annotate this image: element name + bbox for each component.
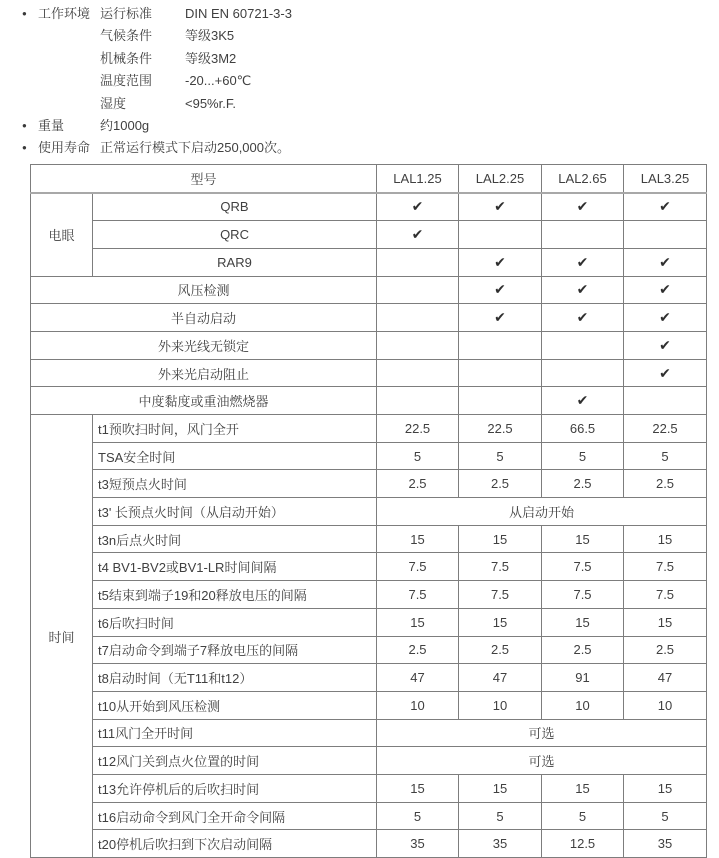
value-cell [377, 304, 459, 332]
row-label: t16启动命令到风门全开命令间隔 [93, 802, 377, 830]
row-label: t3' 长预点火时间（从启动开始） [93, 498, 377, 526]
check-icon: ✔ [459, 304, 542, 332]
spec-section [0, 0, 719, 160]
value-cell: 10 [459, 691, 542, 719]
spec-subrow [100, 3, 292, 25]
value-cell: 5 [459, 442, 542, 470]
value-cell: 7.5 [377, 581, 459, 609]
row-label: QRC [93, 221, 377, 249]
table-row [31, 193, 707, 221]
table-row [31, 774, 707, 802]
row-label: 外来光线无锁定 [31, 331, 377, 359]
row-label: TSA安全时间 [93, 442, 377, 470]
check-icon: ✔ [542, 276, 624, 304]
row-label: t4 BV1-BV2或BV1-LR时间间隔 [93, 553, 377, 581]
table-row [31, 719, 707, 747]
value-cell: 15 [542, 525, 624, 553]
value-cell [377, 387, 459, 415]
check-icon: ✔ [624, 331, 707, 359]
value-cell: 7.5 [542, 553, 624, 581]
value-cell: 7.5 [377, 553, 459, 581]
check-icon: ✔ [459, 193, 542, 221]
merged-value-cell: 可选 [377, 747, 707, 775]
spec-subrows [100, 3, 292, 115]
value-cell: 7.5 [624, 553, 707, 581]
table-row [31, 470, 707, 498]
table-row [31, 304, 707, 332]
table-row [31, 415, 707, 443]
value-cell: 7.5 [542, 581, 624, 609]
value-cell: 47 [459, 664, 542, 692]
value-cell [624, 387, 707, 415]
bullet-icon: ● [22, 9, 27, 18]
value-cell: 10 [542, 691, 624, 719]
spec-subrow [100, 93, 292, 115]
value-cell [459, 331, 542, 359]
group-label: 时间 [31, 415, 93, 858]
check-icon: ✔ [459, 276, 542, 304]
check-icon: ✔ [624, 248, 707, 276]
value-cell: 22.5 [624, 415, 707, 443]
row-label: t11风门全开时间 [93, 719, 377, 747]
table-row [31, 636, 707, 664]
table-row [31, 248, 707, 276]
row-label: t5结束到端子19和20释放电压的间隔 [93, 581, 377, 609]
value-cell [377, 359, 459, 387]
row-label: t12风门关到点火位置的时间 [93, 747, 377, 775]
row-label: t8启动时间（无T11和t12） [93, 664, 377, 692]
value-cell: 35 [459, 830, 542, 858]
table-row [31, 581, 707, 609]
value-cell: 2.5 [377, 470, 459, 498]
table-row [31, 221, 707, 249]
group-label: 电眼 [31, 193, 93, 277]
table-row [31, 442, 707, 470]
value-cell: 15 [542, 774, 624, 802]
value-cell: 47 [624, 664, 707, 692]
table-row [31, 387, 707, 415]
value-cell: 5 [542, 802, 624, 830]
check-icon: ✔ [459, 248, 542, 276]
row-label: t6后吹扫时间 [93, 608, 377, 636]
check-icon: ✔ [542, 193, 624, 221]
value-cell [624, 221, 707, 249]
value-cell: 15 [624, 608, 707, 636]
value-cell: 12.5 [542, 830, 624, 858]
spec-subrow [100, 48, 292, 70]
spec-value: 正常运行模式下启动250,000次。 [100, 140, 290, 156]
value-cell: 5 [377, 802, 459, 830]
value-cell [377, 276, 459, 304]
value-cell: 2.5 [542, 470, 624, 498]
row-label: t10从开始到风压检测 [93, 691, 377, 719]
header-label: 型号 [31, 164, 377, 192]
spec-label: 使用寿命 [38, 140, 91, 156]
table-header-row [31, 164, 707, 192]
value-cell: 15 [377, 525, 459, 553]
value-cell: 2.5 [459, 636, 542, 664]
row-label: t13允许停机后的后吹扫时间 [93, 774, 377, 802]
value-cell: 15 [624, 525, 707, 553]
value-cell: 22.5 [377, 415, 459, 443]
spec-key: 机械条件 [100, 50, 153, 66]
value-cell: 5 [377, 442, 459, 470]
spec-value: DIN EN 60721-3-3 [185, 6, 292, 21]
row-label: 中度黏度或重油燃烧器 [31, 387, 377, 415]
table-body [31, 193, 707, 858]
value-cell: 15 [624, 774, 707, 802]
value-cell: 15 [459, 525, 542, 553]
value-cell [459, 221, 542, 249]
value-cell: 10 [624, 691, 707, 719]
value-cell: 2.5 [624, 636, 707, 664]
spec-label: 重量 [38, 118, 65, 134]
check-icon: ✔ [377, 221, 459, 249]
value-cell: 22.5 [459, 415, 542, 443]
spec-key: 湿度 [100, 95, 127, 111]
value-cell [542, 359, 624, 387]
check-icon: ✔ [624, 276, 707, 304]
table-row [31, 691, 707, 719]
value-cell: 2.5 [459, 470, 542, 498]
row-label: t1预吹扫时间，风门全开 [93, 415, 377, 443]
merged-value-cell: 可选 [377, 719, 707, 747]
model-header-cell: LAL2.65 [542, 164, 624, 192]
spec-value: <95%r.F. [185, 95, 236, 111]
value-cell: 7.5 [624, 581, 707, 609]
table-row [31, 802, 707, 830]
value-cell [459, 387, 542, 415]
value-cell [542, 221, 624, 249]
value-cell: 15 [377, 774, 459, 802]
value-cell: 91 [542, 664, 624, 692]
row-label: QRB [93, 193, 377, 221]
value-cell: 66.5 [542, 415, 624, 443]
check-icon: ✔ [624, 359, 707, 387]
spec-value: 等级3M2 [185, 50, 237, 66]
spec-item-lifetime [0, 137, 719, 159]
value-cell: 2.5 [377, 636, 459, 664]
spec-item-weight [0, 115, 719, 137]
table-row [31, 553, 707, 581]
table-row [31, 608, 707, 636]
table-row [31, 331, 707, 359]
check-icon: ✔ [542, 304, 624, 332]
value-cell: 10 [377, 691, 459, 719]
check-icon: ✔ [542, 387, 624, 415]
model-header-cell: LAL2.25 [459, 164, 542, 192]
row-label: 半自动启动 [31, 304, 377, 332]
value-cell: 7.5 [459, 581, 542, 609]
row-label: 风压检测 [31, 276, 377, 304]
spec-key: 运行标准 [100, 6, 153, 21]
value-cell [459, 359, 542, 387]
row-label: t3n后点火时间 [93, 525, 377, 553]
spec-value: -20...+60℃ [185, 73, 252, 89]
value-cell: 2.5 [624, 470, 707, 498]
row-label: t7启动命令到端子7释放电压的间隔 [93, 636, 377, 664]
check-icon: ✔ [624, 193, 707, 221]
value-cell: 5 [624, 442, 707, 470]
model-header-cell: LAL3.25 [624, 164, 707, 192]
value-cell: 15 [542, 608, 624, 636]
value-cell: 5 [624, 802, 707, 830]
value-cell [542, 331, 624, 359]
value-cell: 47 [377, 664, 459, 692]
bullet-icon: ● [22, 143, 27, 153]
spec-subrow [100, 25, 292, 47]
value-cell: 5 [459, 802, 542, 830]
row-label: t20停机后吹扫到下次启动间隔 [93, 830, 377, 858]
table-row [31, 276, 707, 304]
value-cell: 35 [624, 830, 707, 858]
value-cell: 15 [377, 608, 459, 636]
check-icon: ✔ [624, 304, 707, 332]
value-cell: 7.5 [459, 553, 542, 581]
value-cell: 15 [459, 608, 542, 636]
value-cell: 5 [542, 442, 624, 470]
row-label: 外来光启动阻止 [31, 359, 377, 387]
spec-label: 工作环境 [38, 6, 91, 21]
table-row [31, 525, 707, 553]
row-label: RAR9 [93, 248, 377, 276]
check-icon: ✔ [542, 248, 624, 276]
row-label: t3短预点火时间 [93, 470, 377, 498]
value-cell [377, 248, 459, 276]
table-row [31, 359, 707, 387]
spec-value: 等级3K5 [185, 28, 235, 44]
check-icon: ✔ [377, 193, 459, 221]
table-row [31, 830, 707, 858]
models-table [30, 164, 707, 858]
spec-item-environment [0, 3, 719, 115]
table-row [31, 498, 707, 526]
spec-key: 气候条件 [100, 28, 153, 44]
bullet-icon: ● [22, 121, 27, 131]
spec-key: 温度范围 [100, 73, 153, 89]
spec-subrow [100, 70, 292, 92]
value-cell: 35 [377, 830, 459, 858]
model-header-cell: LAL1.25 [377, 164, 459, 192]
spec-value: 约1000g [100, 118, 150, 134]
value-cell: 15 [459, 774, 542, 802]
value-cell: 2.5 [542, 636, 624, 664]
table-row [31, 747, 707, 775]
value-cell [377, 331, 459, 359]
table-row [31, 664, 707, 692]
merged-value-cell: 从启动开始 [377, 498, 707, 526]
